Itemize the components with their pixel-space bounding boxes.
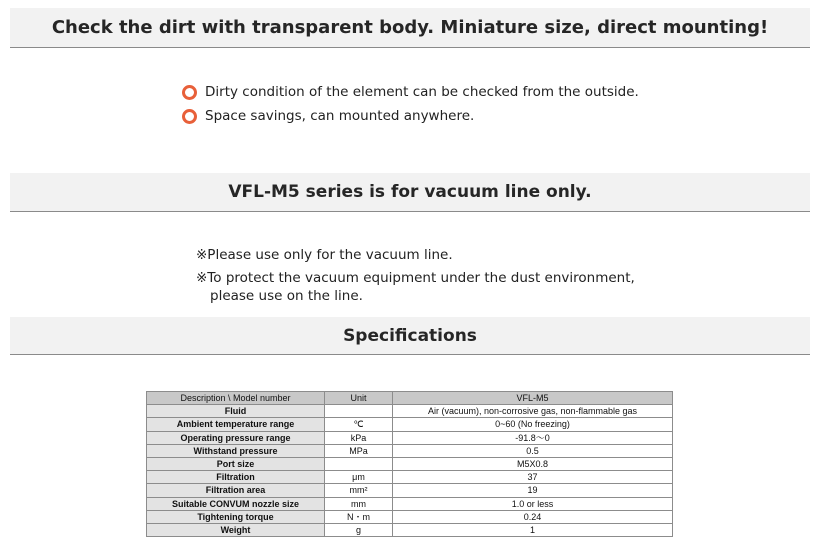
row-value: 1 bbox=[393, 523, 673, 536]
note-vacuum-only: ※Please use only for the vacuum line. bbox=[196, 247, 453, 263]
specs-banner bbox=[10, 317, 810, 355]
table-row bbox=[147, 510, 673, 523]
spec-header-row bbox=[147, 392, 673, 405]
row-label: Fluid bbox=[147, 405, 325, 418]
row-label: Weight bbox=[147, 523, 325, 536]
specs-title: Specifications bbox=[343, 325, 477, 346]
headline-banner bbox=[10, 8, 810, 48]
row-unit: ℃ bbox=[325, 418, 393, 431]
header-unit: Unit bbox=[325, 392, 393, 405]
header-description: Description \ Model number bbox=[147, 392, 325, 405]
row-unit: μm bbox=[325, 471, 393, 484]
row-label: Port size bbox=[147, 457, 325, 470]
row-value: -91.8～0 bbox=[393, 431, 673, 444]
feature-text: Space savings, can mounted anywhere. bbox=[205, 108, 475, 124]
row-value: 19 bbox=[393, 484, 673, 497]
feature-text: Dirty condition of the element can be checked from the outside. bbox=[205, 84, 639, 100]
table-row bbox=[147, 431, 673, 444]
row-value: M5X0.8 bbox=[393, 457, 673, 470]
table-row bbox=[147, 484, 673, 497]
row-unit: g bbox=[325, 523, 393, 536]
row-value: 0.24 bbox=[393, 510, 673, 523]
row-label: Filtration bbox=[147, 471, 325, 484]
row-label: Withstand pressure bbox=[147, 444, 325, 457]
table-row bbox=[147, 523, 673, 536]
row-unit bbox=[325, 405, 393, 418]
row-label: Filtration area bbox=[147, 484, 325, 497]
row-value: 0.5 bbox=[393, 444, 673, 457]
row-value: 37 bbox=[393, 471, 673, 484]
row-label: Ambient temperature range bbox=[147, 418, 325, 431]
note-dust-environment: ※To protect the vacuum equipment under the dust environment, bbox=[196, 270, 635, 286]
ring-bullet-icon bbox=[182, 85, 197, 100]
vacuum-banner bbox=[10, 173, 810, 212]
headline-text: Check the dirt with transparent body. Miniature size, direct mounting! bbox=[51, 17, 769, 38]
feature-item bbox=[182, 84, 639, 100]
row-value: 0~60 (No freezing) bbox=[393, 418, 673, 431]
row-unit: mm² bbox=[325, 484, 393, 497]
row-value: 1.0 or less bbox=[393, 497, 673, 510]
table-row bbox=[147, 457, 673, 470]
feature-item bbox=[182, 108, 474, 124]
table-row bbox=[147, 418, 673, 431]
row-unit: MPa bbox=[325, 444, 393, 457]
header-model: VFL-M5 bbox=[393, 392, 673, 405]
row-label: Tightening torque bbox=[147, 510, 325, 523]
table-row bbox=[147, 471, 673, 484]
table-row bbox=[147, 497, 673, 510]
row-unit: N・m bbox=[325, 510, 393, 523]
spec-table bbox=[146, 391, 673, 537]
row-unit bbox=[325, 457, 393, 470]
table-row bbox=[147, 444, 673, 457]
row-unit: kPa bbox=[325, 431, 393, 444]
row-unit: mm bbox=[325, 497, 393, 510]
row-label: Suitable CONVUM nozzle size bbox=[147, 497, 325, 510]
row-value: Air (vacuum), non-corrosive gas, non-flammable gas bbox=[393, 405, 673, 418]
row-label: Operating pressure range bbox=[147, 431, 325, 444]
vacuum-text: VFL-M5 series is for vacuum line only. bbox=[228, 182, 592, 202]
note-dust-environment-cont: please use on the line. bbox=[210, 288, 363, 304]
ring-bullet-icon bbox=[182, 109, 197, 124]
table-row bbox=[147, 405, 673, 418]
